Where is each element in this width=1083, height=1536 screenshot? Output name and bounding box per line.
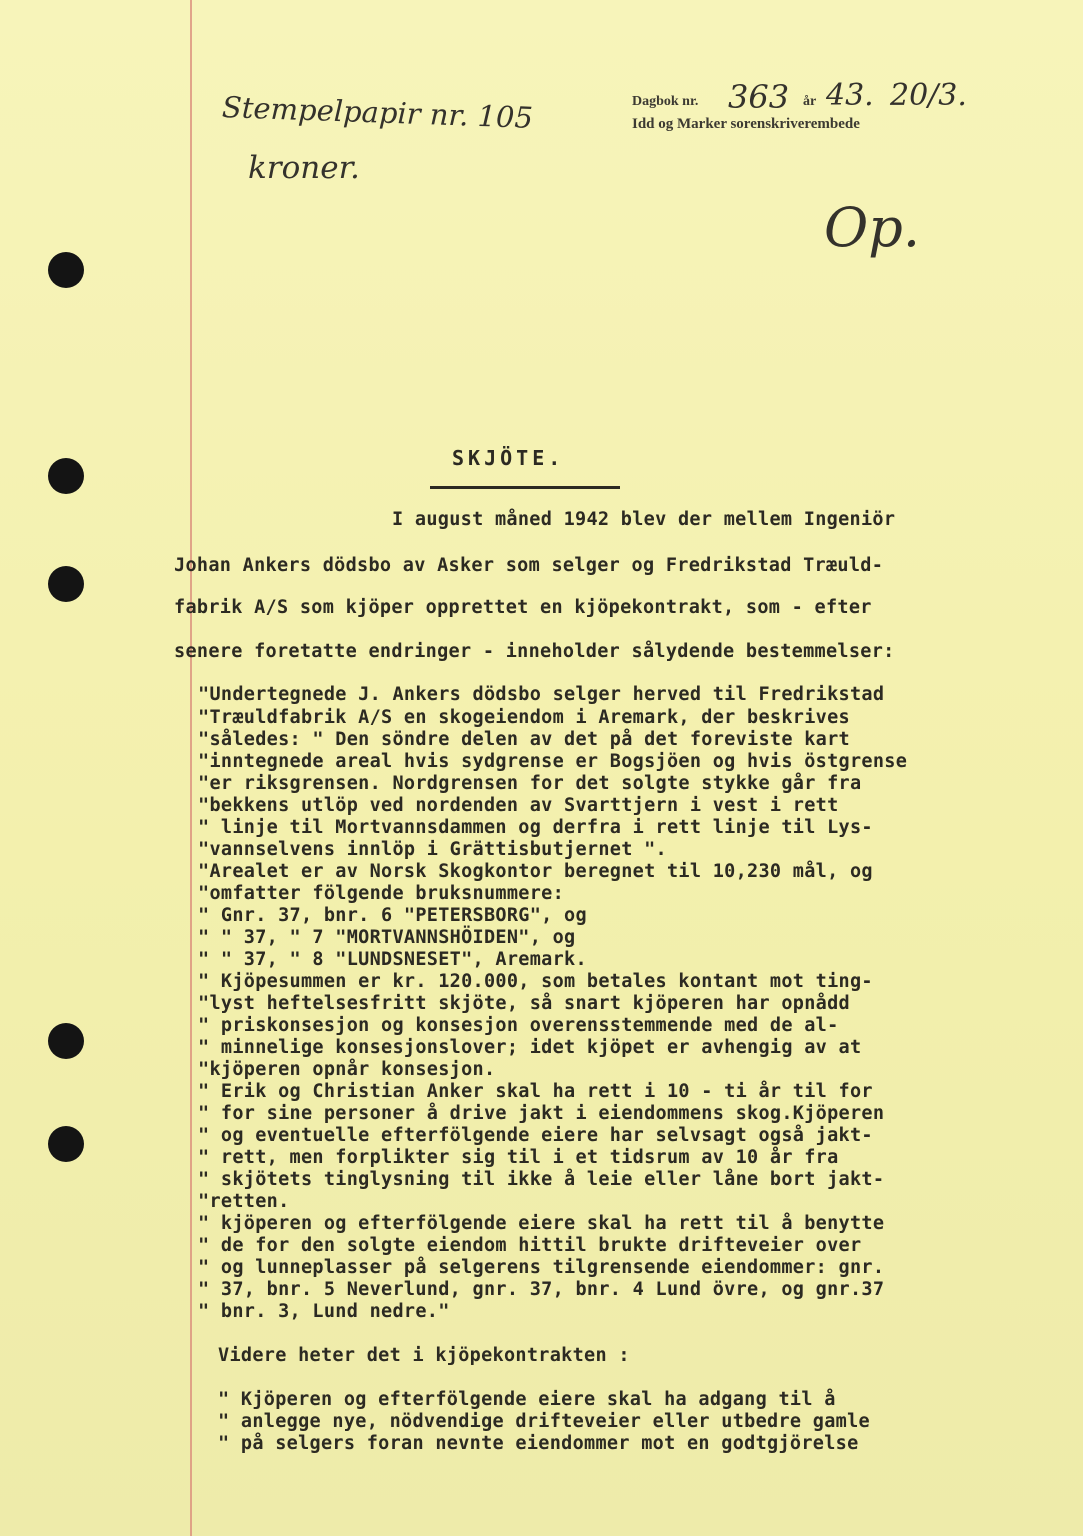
body-line: Johan Ankers dödsbo av Asker som selger og Fredrikstad Træuld- — [174, 555, 884, 576]
document-title: SKJÖTE. — [452, 446, 565, 470]
body-line: "er riksgrensen. Nordgrensen for det solgte stykke går fra — [198, 773, 862, 794]
body-line: "således: " Den söndre delen av det på det foreviste kart — [198, 729, 850, 750]
dagbok-year: 43. — [826, 78, 874, 113]
dagbok-stamp-prefix: Dagbok nr. — [632, 94, 699, 109]
body-line: "inntegnede areal hvis sydgrense er Bogsjöen og hvis östgrense — [198, 751, 908, 772]
body-line: Videre heter det i kjöpekontrakten : — [218, 1345, 630, 1366]
body-line: " og eventuelle efterfölgende eiere har selvsagt også jakt- — [198, 1125, 873, 1146]
dagbok-date: 20/3. — [890, 78, 967, 113]
body-line: " for sine personer å drive jakt i eiendommens skog.Kjöperen — [198, 1103, 885, 1124]
body-line: " minnelige konsesjonslover; idet kjöpet er avhengig av at — [198, 1037, 862, 1058]
amount-note: kroner. — [248, 150, 360, 186]
body-line: " Gnr. 37, bnr. 6 "PETERSBORG", og — [198, 905, 587, 926]
body-line: " Erik og Christian Anker skal ha rett i 10 - ti år til for — [198, 1081, 873, 1102]
body-line: "kjöperen opnår konsesjon. — [198, 1059, 496, 1080]
stamp-paper-note: Stempelpapir nr. 105 — [221, 90, 534, 135]
body-line: fabrik A/S som kjöper opprettet en kjöpekontrakt, som - efter — [174, 597, 872, 618]
body-line: " skjötets tinglysning til ikke å leie eller låne bort jakt- — [198, 1169, 885, 1190]
punch-hole — [48, 566, 84, 602]
body-line: " rett, men forplikter sig til i et tidsrum av 10 år fra — [198, 1147, 839, 1168]
body-line: "vannselvens innlöp i Grättisbutjernet ". — [198, 839, 667, 860]
body-line: " anlegge nye, nödvendige drifteveier eller utbedre gamle — [218, 1411, 870, 1432]
body-line: "lyst heftelsesfritt skjöte, så snart kjöperen har opnådd — [198, 993, 850, 1014]
dagbok-stamp-suffix: år — [803, 94, 817, 109]
punch-hole — [48, 252, 84, 288]
body-line: " Kjöperen og efterfölgende eiere skal ha adgang til å — [218, 1389, 836, 1410]
title-underline — [430, 486, 620, 489]
body-line: "Arealet er av Norsk Skogkontor beregnet til 10,230 mål, og — [198, 861, 873, 882]
margin-rule — [190, 0, 192, 1536]
body-line: " " 37, " 8 "LUNDSNESET", Aremark. — [198, 949, 587, 970]
punch-hole — [48, 1023, 84, 1059]
body-line: " priskonsesjon og konsesjon overensstemmende med de al- — [198, 1015, 839, 1036]
body-line: senere foretatte endringer - inneholder sålydende bestemmelser: — [174, 641, 895, 662]
initials: Op. — [824, 196, 921, 259]
punch-hole — [48, 1126, 84, 1162]
body-line: " Kjöpesummen er kr. 120.000, som betales kontant mot ting- — [198, 971, 873, 992]
body-line: " 37, bnr. 5 Neverlund, gnr. 37, bnr. 4 Lund övre, og gnr.37 — [198, 1279, 885, 1300]
body-line: "Undertegnede J. Ankers dödsbo selger herved til Fredrikstad — [198, 684, 885, 705]
body-line: " bnr. 3, Lund nedre." — [198, 1301, 450, 1322]
body-line: "retten. — [198, 1191, 290, 1212]
body-line: " linje til Mortvannsdammen og derfra i rett linje til Lys- — [198, 817, 873, 838]
body-line: " på selgers foran nevnte eiendommer mot en godtgjörelse — [218, 1433, 859, 1454]
punch-hole — [48, 458, 84, 494]
body-line: " de for den solgte eiendom hittil brukte drifteveier over — [198, 1235, 862, 1256]
body-line: " og lunneplasser på selgerens tilgrensende eiendommer: gnr. — [198, 1257, 885, 1278]
body-line: " " 37, " 7 "MORTVANNSHÖIDEN", og — [198, 927, 576, 948]
body-line: " kjöperen og efterfölgende eiere skal ha rett til å benytte — [198, 1213, 885, 1234]
body-line: I august måned 1942 blev der mellem Ingeniör — [392, 509, 896, 530]
dagbok-number: 363 — [728, 78, 790, 116]
body-line: "omfatter fölgende bruksnummere: — [198, 883, 565, 904]
body-line: "Træuldfabrik A/S en skogeiendom i Aremark, der beskrives — [198, 707, 850, 728]
body-line: "bekkens utlöp ved nordenden av Svarttjern i vest i rett — [198, 795, 839, 816]
court-stamp: Idd og Marker sorenskriverembede — [632, 116, 860, 132]
